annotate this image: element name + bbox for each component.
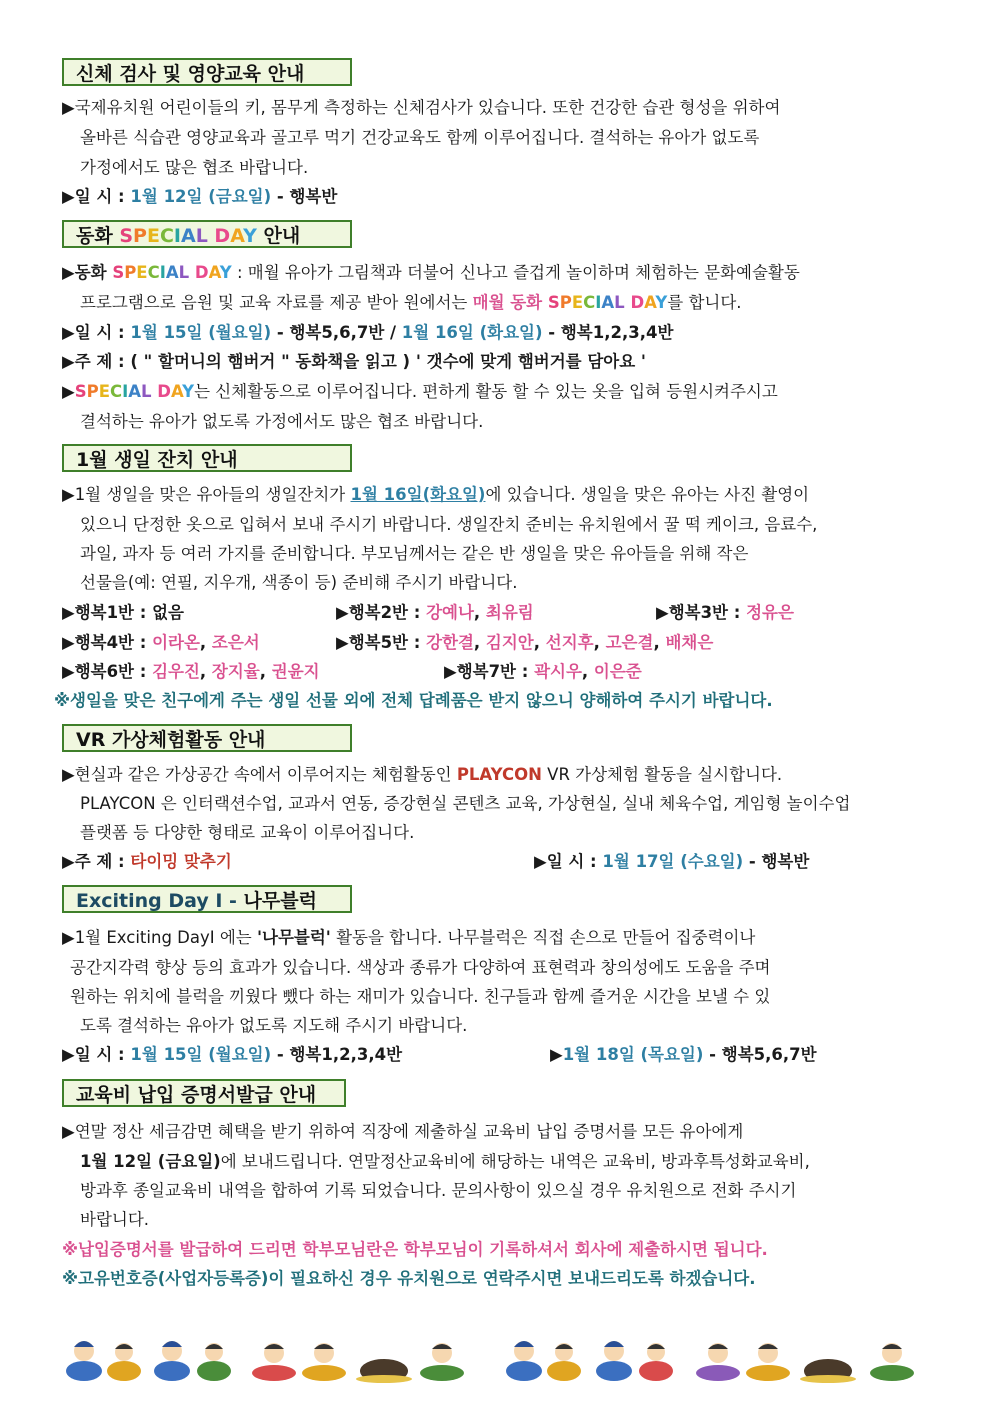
paragraph-line: 도록 결석하는 유아가 없도록 지도해 주시기 바랍니다. [80, 1016, 468, 1035]
date-label: ▶일 시 : [62, 187, 131, 206]
child-figure-11 [639, 1343, 673, 1381]
section-title-en: Exciting Day Ⅰ - [76, 890, 244, 912]
child-figure-10 [596, 1341, 632, 1381]
topic-line: ▶주 제 : ( " 할머니의 햄버거 " 동화책을 읽고 ) ' 갯수에 맞게 햄버거를 담아요 ' [62, 352, 646, 371]
section-header-exciting-day [62, 885, 352, 913]
paragraph-line: ▶1월 생일을 맞은 유아들의 생일잔치가 1월 16일(화요일)에 있습니다. 생일을 맞은 유아는 사진 촬영이 [62, 485, 810, 504]
paragraph-line: 방과후 종일교육비 내역을 합하여 기록 되었습니다. 문의사항이 있으실 경우 유치원으로 전화 주시기 [80, 1181, 797, 1200]
class-birthday-4: ▶행복4반 : 이라온, 조은서 [62, 633, 260, 652]
paragraph-line: 프로그램으로 음원 및 교육 자료를 제공 받아 원에서는 매월 동화 SPECIAL DAY를 합니다. [80, 293, 742, 312]
paragraph-line: 있으니 단정한 옷으로 입혀서 보내 주시기 바랍니다. 생일잔치 준비는 유치원에서 꿀 떡 케이크, 음료수, [80, 515, 818, 534]
child-figure-7 [420, 1343, 464, 1381]
child-figure-14 [870, 1343, 914, 1381]
child-figure-8 [506, 1341, 542, 1381]
child-figure-2 [107, 1343, 141, 1381]
paragraph-line: 플랫폼 등 다양한 형태로 교육이 이루어집니다. [80, 823, 415, 842]
date-line: ▶일 시 : 1월 17일 (수요일) - 행복반 [534, 852, 810, 871]
paragraph-line: 선물을(예: 연필, 지우개, 색종이 등) 준비해 주시기 바랍니다. [80, 573, 518, 592]
child-figure-9 [547, 1343, 581, 1381]
child-figure-6 [302, 1343, 346, 1381]
paragraph-line: 원하는 위치에 블럭을 끼웠다 뺐다 하는 재미가 있습니다. 친구들과 함께 즐거운 시간을 보낼 수 있 [70, 987, 771, 1006]
special-day-logo: SPECIAL DAY [74, 382, 195, 401]
class-birthday-3: ▶행복3반 : 정유은 [656, 603, 794, 622]
notice-line: ※고유번호증(사업자등록증)이 필요하신 경우 유치원으로 연락주시면 보내드리도록 하겠습니다. [62, 1269, 756, 1288]
date-value: 1월 12일 (금요일) [130, 187, 272, 206]
child-figure-5 [252, 1343, 296, 1381]
section-header-tuition-certificate [62, 1079, 346, 1107]
paragraph-line: 과일, 과자 등 여러 가지를 준비합니다. 부모님께서는 같은 반 생일을 맞은 유아들을 위해 작은 [80, 544, 749, 563]
notice-line: ※납입증명서를 발급하여 드리면 학부모님란은 학부모님이 기록하셔서 회사에 제출하시면 됩니다. [62, 1240, 768, 1259]
child-figure-12 [696, 1343, 740, 1381]
child-figure-13 [746, 1343, 790, 1381]
bowing-figure-1 [356, 1359, 412, 1383]
section-title: 신체 검사 및 영양교육 안내 [76, 63, 305, 85]
section-title: 교육비 납입 증명서발급 안내 [76, 1084, 317, 1106]
date-line: ▶일 시 : 1월 15일 (월요일) - 행복5,6,7반 / 1월 16일 (화요일) - 행복1,2,3,4반 [62, 323, 674, 342]
class-birthday-2: ▶행복2반 : 강예나, 최유림 [336, 603, 534, 622]
child-figure-3 [154, 1341, 190, 1381]
bowing-figure-2 [800, 1359, 856, 1383]
section-header-health-check [62, 58, 352, 86]
special-day-logo: SPECIAL DAY [119, 225, 257, 247]
paragraph-line: PLAYCON 은 인터랙션수업, 교과서 연동, 증강현실 콘텐츠 교육, 가상현실, 실내 체육수업, 게임형 놀이수업 [80, 794, 851, 813]
section-title-ko: 나무블럭 [243, 890, 317, 912]
section-header-birthday [62, 444, 352, 472]
birthday-note: ※생일을 맞은 친구에게 주는 생일 선물 외에 전체 답례품은 받지 않으니 양해하여 주시기 바랍니다. [54, 691, 773, 710]
paragraph-line: ▶국제유치원 어린이들의 키, 몸무게 측정하는 신체검사가 있습니다. 또한 건강한 습관 형성을 위하여 [62, 98, 781, 117]
class-birthday-6: ▶행복6반 : 김우진, 장지율, 권윤지 [62, 662, 320, 681]
special-day-logo: SPECIAL DAY [547, 293, 668, 312]
child-figure-1 [66, 1341, 102, 1381]
paragraph-line: ▶1월 Exciting DayⅠ 에는 '나무블럭' 활동을 합니다. 나무블럭은 직접 손으로 만들어 집중력이나 [62, 928, 756, 947]
korean-children-border-illustration [62, 1335, 930, 1383]
section-title: VR 가상체험활동 안내 [76, 729, 266, 751]
paragraph-line: ▶SPECIAL DAY는 신체활동으로 이루어집니다. 편하게 활동 할 수 있는 옷을 입혀 등원시켜주시고 [62, 382, 778, 401]
section-header-special-day [62, 220, 352, 248]
child-figure-4 [197, 1343, 231, 1381]
paragraph-line: 올바른 식습관 영양교육과 골고루 먹기 건강교육도 함께 이루어집니다. 결석하는 유아가 없도록 [80, 128, 760, 147]
section-header-vr [62, 724, 352, 752]
paragraph-line: ▶연말 정산 세금감면 혜택을 받기 위하여 직장에 제출하실 교육비 납입 증명서를 모든 유아에게 [62, 1122, 744, 1141]
class-birthday-1: ▶행복1반 : 없음 [62, 603, 184, 622]
paragraph-line: 가정에서도 많은 협조 바랍니다. [80, 158, 309, 177]
class-birthday-7: ▶행복7반 : 곽시우, 이은준 [444, 662, 642, 681]
section-title-pre: 동화 [76, 225, 120, 247]
topic-line: ▶주 제 : 타이밍 맞추기 [62, 852, 232, 871]
class-birthday-5: ▶행복5반 : 강한결, 김지안, 선지후, 고은결, 배채은 [336, 633, 714, 652]
date-line [62, 186, 337, 208]
date-class: - 행복반 [271, 187, 338, 206]
date-line: ▶1월 18일 (목요일) - 행복5,6,7반 [550, 1045, 817, 1064]
section-title-post: 안내 [256, 225, 301, 247]
paragraph-line: 공간지각력 향상 등의 효과가 있습니다. 색상과 종류가 다양하여 표현력과 창의성에도 도움을 주며 [70, 958, 771, 977]
paragraph-line: 바랍니다. [80, 1210, 150, 1229]
paragraph-line: ▶동화 SPECIAL DAY : 매월 유아가 그림책과 더불어 신나고 즐겁게 놀이하며 체험하는 문화예술활동 [62, 263, 800, 282]
section-title: 1월 생일 잔치 안내 [76, 449, 238, 471]
date-line: ▶일 시 : 1월 15일 (월요일) - 행복1,2,3,4반 [62, 1045, 403, 1064]
paragraph-line: 결석하는 유아가 없도록 가정에서도 많은 협조 바랍니다. [80, 412, 484, 431]
paragraph-line: ▶현실과 같은 가상공간 속에서 이루어지는 체험활동인 PLAYCON VR 가상체험 활동을 실시합니다. [62, 765, 783, 784]
special-day-logo: SPECIAL DAY [112, 263, 232, 282]
paragraph-line: 1월 12일 (금요일)에 보내드립니다. 연말정산교육비에 해당하는 내역은 교육비, 방과후특성화교육비, [80, 1152, 810, 1171]
